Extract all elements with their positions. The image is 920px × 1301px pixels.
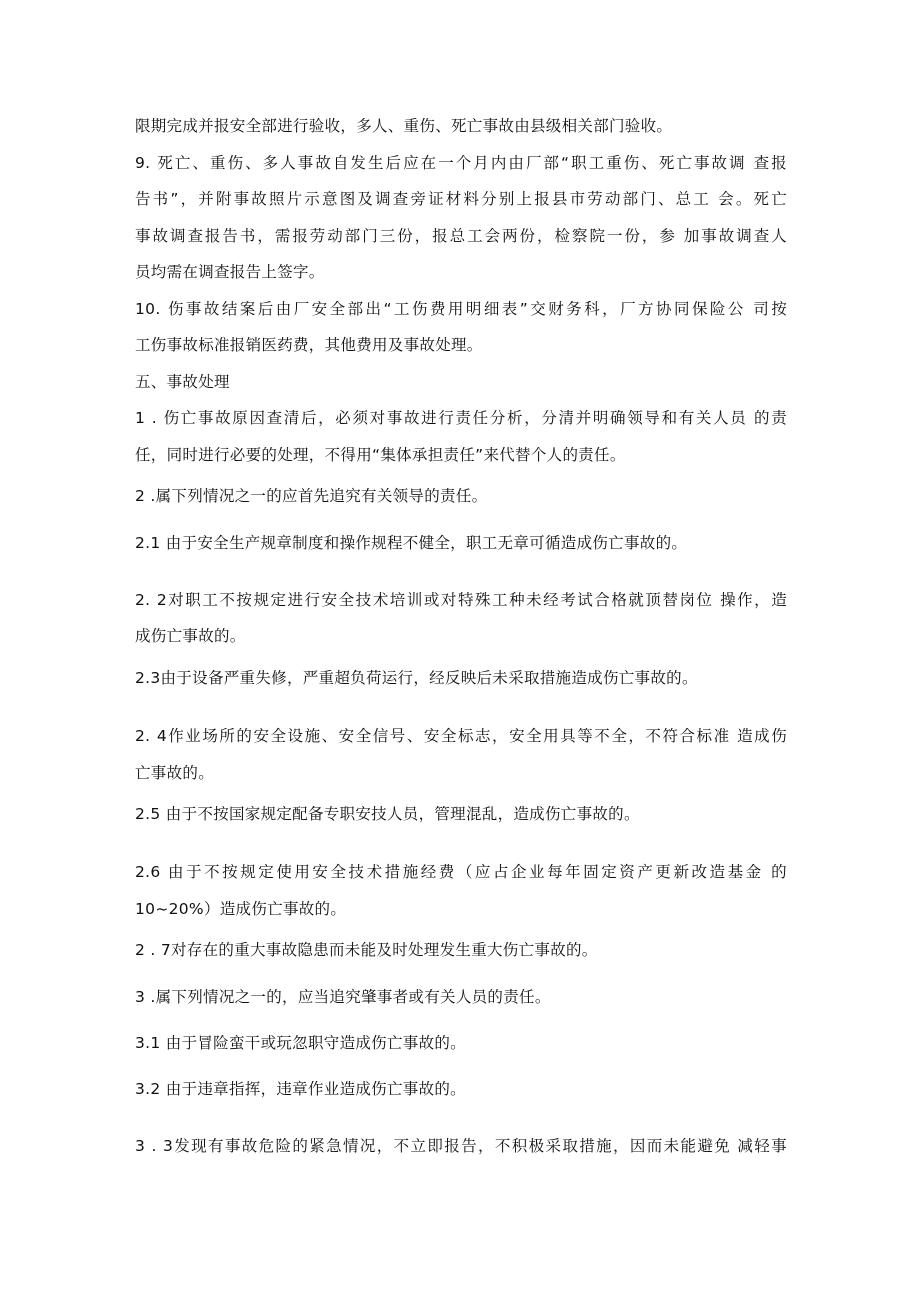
text-line: 3 . 3发现有事故危险的紧急情况，不立即报告，不积极采取措施，因而未能避免 减轻事	[135, 1137, 787, 1155]
text-line: 员均需在调查报告上签字。	[135, 263, 325, 281]
section-heading: 五、事故处理	[135, 373, 230, 391]
text-line: 2.6 由于不按规定使用安全技术措施经费（应占企业每年固定资产更新改造基金 的	[135, 863, 787, 881]
text-line: 3.2 由于违章指挥，违章作业造成伤亡事故的。	[135, 1080, 466, 1098]
text-line: 2 . 7对存在的重大事故隐患而未能及时处理发生重大伤亡事故的。	[135, 941, 598, 959]
text-line: 2 .属下列情况之一的应首先追究有关领导的责任。	[135, 487, 488, 505]
text-line: 2. 2对职工不按规定进行安全技术培训或对特殊工种未经考试合格就顶替岗位 操作，造	[135, 591, 787, 609]
text-line: 10. 伤事故结案后由厂安全部出“工伤费用明细表”交财务科，厂方协同保险公 司按	[135, 300, 787, 318]
text-line: 亡事故的。	[135, 764, 215, 782]
text-line: 成伤亡事故的。	[135, 627, 246, 645]
text-line: 告书”，并附事故照片示意图及调查旁证材料分别上报县市劳动部门、总工 会。死亡	[135, 190, 787, 208]
text-line: 10~20%）造成伤亡事故的。	[135, 900, 347, 918]
text-line: 2.5 由于不按国家规定配备专职安技人员，管理混乱，造成伤亡事故的。	[135, 805, 640, 823]
text-line: 事故调查报告书，需报劳动部门三份，报总工会两份，检察院一份，参 加事故调查人	[135, 227, 787, 245]
text-line: 2.3由于设备严重失修，严重超负荷运行，经反映后未采取措施造成伤亡事故的。	[135, 669, 698, 687]
text-line: 3 .属下列情况之一的，应当追究肇事者或有关人员的责任。	[135, 988, 551, 1006]
text-line: 2.1 由于安全生产规章制度和操作规程不健全，职工无章可循造成伤亡事故的。	[135, 534, 688, 552]
text-line: 1 . 伤亡事故原因查清后，必须对事故进行责任分析，分清并明确领导和有关人员 的责	[135, 409, 787, 427]
text-line: 2. 4作业场所的安全设施、安全信号、安全标志，安全用具等不全，不符合标准 造成伤	[135, 727, 787, 745]
text-line: 工伤事故标准报销医药费，其他费用及事故处理。	[135, 336, 483, 354]
text-line: 9. 死亡、重伤、多人事故自发生后应在一个月内由厂部“职工重伤、死亡事故调 查报	[135, 154, 787, 172]
text-line: 任，同时进行必要的处理，不得用“集体承担责任”来代替个人的责任。	[135, 446, 626, 464]
text-line: 限期完成并报安全部进行验收，多人、重伤、死亡事故由县级相关部门验收。	[135, 117, 673, 135]
text-line: 3.1 由于冒险蛮干或玩忽职守造成伤亡事故的。	[135, 1034, 466, 1052]
